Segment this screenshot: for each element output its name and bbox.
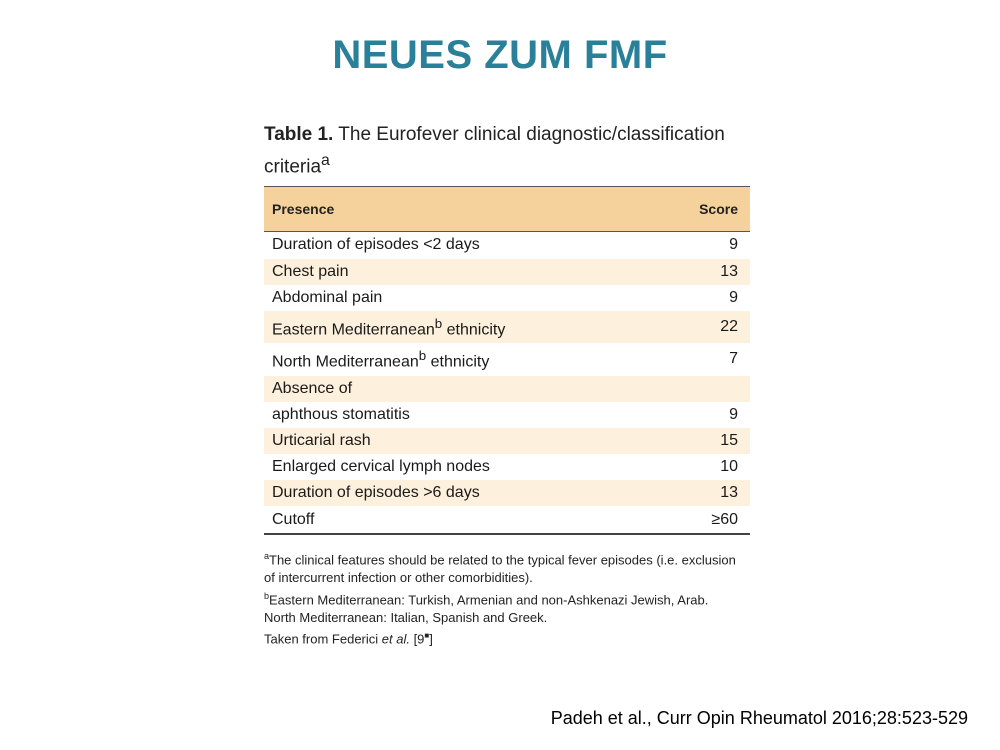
footnote-a: [264, 547, 750, 587]
cell-score: 9: [729, 405, 738, 423]
cell-presence: [264, 376, 657, 402]
cell-score: 9: [729, 236, 738, 254]
header-score: Score: [657, 187, 750, 232]
cell-score: 13: [657, 259, 750, 285]
source-ref-mark: ■: [424, 631, 430, 641]
table-caption-footnote-mark: a: [321, 152, 330, 169]
presence-text: Urticarial rash: [272, 432, 371, 450]
table-header-row: [264, 187, 750, 232]
table-caption-label: Table 1.: [264, 124, 334, 145]
source-pre: Taken from Federici: [264, 631, 382, 647]
presence-text: Absence of: [272, 379, 353, 397]
footnote-a-mark: a: [264, 550, 270, 561]
cell-presence: [264, 232, 657, 259]
table-body: [264, 232, 750, 534]
slide-title: NEUES ZUM FMF: [332, 33, 668, 77]
footnote-b-text: Eastern Mediterranean: Turkish, Armenian and non-Ashkenazi Jewish, Arab.: [269, 592, 709, 608]
table-caption: [264, 122, 750, 180]
table-row: [264, 506, 750, 533]
cell-presence: [264, 506, 657, 533]
table-row: [264, 454, 750, 480]
cell-score: [657, 376, 750, 402]
presence-text: Eastern Mediterranean: [272, 321, 435, 339]
cell-score: 7: [729, 350, 738, 368]
source-ref: [9: [409, 631, 425, 647]
presence-text: aphthous stomatitis: [272, 405, 410, 423]
presence-footnote-mark: b: [434, 315, 443, 331]
presence-text: Duration of episodes >6 days: [272, 484, 480, 502]
table-row: [264, 376, 750, 402]
cell-presence: [264, 402, 657, 428]
footnote-b: [264, 587, 750, 609]
cell-score: 10: [720, 458, 738, 476]
presence-text: Duration of episodes <2 days: [272, 236, 480, 254]
table-row: [264, 480, 750, 506]
table-row: [264, 402, 750, 428]
presence-text: Chest pain: [272, 262, 349, 280]
cell-presence: [264, 259, 657, 285]
footnote-a-text: The clinical features should be related to the typical fever episodes (i.e. exclusion of intercurrent infection or other comorbidities).: [264, 552, 736, 585]
cell-score: 9: [729, 288, 738, 306]
presence-text: Enlarged cervical lymph nodes: [272, 458, 490, 476]
cell-presence: [264, 428, 657, 454]
table-figure: [264, 122, 750, 649]
cell-presence: [264, 285, 657, 311]
presence-text-suffix: ethnicity: [426, 353, 490, 371]
table-footnotes: [264, 547, 750, 649]
table-row: [264, 285, 750, 311]
presence-text-suffix: ethnicity: [442, 321, 506, 339]
presence-footnote-mark: b: [418, 348, 427, 364]
cell-presence: [264, 454, 657, 480]
presence-text: Abdominal pain: [272, 288, 383, 306]
table-row: [264, 343, 750, 375]
table-row: [264, 311, 750, 343]
cell-score: 13: [657, 480, 750, 506]
table-caption-text: The Eurofever clinical diagnostic/classification criteria: [264, 124, 725, 178]
table-row: [264, 232, 750, 259]
presence-text: North Mediterranean: [272, 353, 419, 371]
cell-presence: [264, 480, 657, 506]
cell-presence: [264, 343, 657, 375]
table-row: [264, 259, 750, 285]
footnote-source: [264, 627, 750, 648]
table-row: [264, 428, 750, 454]
source-end: ]: [429, 631, 433, 647]
cell-presence: [264, 311, 657, 343]
cell-score: 22: [657, 311, 750, 343]
source-italic: et al.: [381, 631, 410, 647]
criteria-table: [264, 186, 750, 534]
presence-text: Cutoff: [272, 510, 315, 528]
header-presence: Presence: [264, 187, 657, 232]
footnote-north: North Mediterranean: Italian, Spanish and Greek.: [264, 610, 548, 626]
citation: Padeh et al., Curr Opin Rheumatol 2016;28:523-529: [550, 708, 968, 728]
footnote-b-mark: b: [264, 591, 270, 601]
cell-score: ≥60: [657, 506, 750, 533]
cell-score: 15: [657, 428, 750, 454]
